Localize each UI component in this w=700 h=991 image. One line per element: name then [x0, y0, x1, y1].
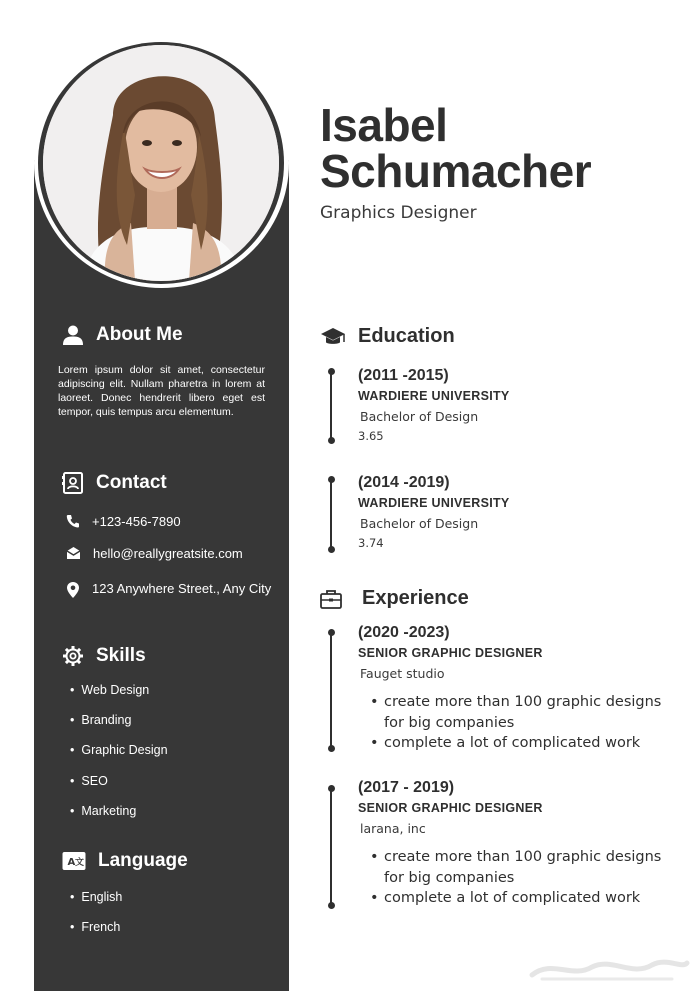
profile-photo	[43, 45, 279, 281]
entry-title: SENIOR GRAPHIC DESIGNER	[358, 646, 543, 660]
about-heading-label: About Me	[96, 324, 183, 345]
timeline-dot	[328, 745, 335, 752]
user-icon	[62, 324, 84, 346]
timeline-dot	[328, 437, 335, 444]
entry-title: SENIOR GRAPHIC DESIGNER	[358, 801, 543, 815]
experience-heading-label: Experience	[362, 587, 469, 609]
contact-email	[66, 545, 276, 562]
experience-heading	[320, 587, 469, 610]
timeline-dot	[328, 368, 335, 375]
timeline-dot	[328, 902, 335, 909]
entry-grade: 3.65	[358, 429, 384, 443]
list-item: • Branding	[70, 713, 168, 743]
skills-list	[70, 683, 168, 834]
contact-section	[62, 472, 167, 494]
entry-school: WARDIERE UNIVERSITY	[358, 389, 510, 403]
envelope-icon	[66, 546, 81, 560]
language-heading	[62, 850, 188, 872]
email-address: hello@reallygreatsite.com	[93, 546, 243, 561]
about-section	[62, 324, 183, 346]
first-name: Isabel	[320, 99, 448, 151]
list-item: • English	[70, 890, 122, 920]
education-heading	[320, 325, 455, 348]
contact-address	[66, 580, 276, 599]
entry-grade: 3.74	[358, 536, 384, 550]
list-item: • SEO	[70, 774, 168, 804]
svg-text:文: 文	[75, 858, 85, 868]
portrait-illustration	[43, 45, 279, 281]
entry-period: (2017 - 2019)	[358, 779, 455, 796]
street-address: 123 Anywhere Street., Any City	[92, 581, 272, 596]
entry-company: Fauget studio	[360, 666, 445, 681]
watermark-logo	[522, 949, 692, 983]
list-item: • create more than 100 graphic designs for big companies	[384, 692, 674, 733]
phone-number: +123-456-7890	[92, 514, 181, 529]
translate-icon	[62, 851, 86, 871]
list-item: • French	[70, 920, 122, 950]
list-item: • Web Design	[70, 683, 168, 713]
entry-period: (2011 -2015)	[358, 367, 449, 384]
timeline-dot	[328, 629, 335, 636]
language-heading-label: Language	[98, 850, 188, 871]
list-item: • complete a lot of complicated work	[384, 733, 674, 754]
about-heading	[62, 324, 183, 346]
education-entry	[358, 474, 678, 550]
timeline-line	[330, 480, 332, 550]
entry-period: (2014 -2019)	[358, 474, 450, 491]
entry-degree: Bachelor of Design	[360, 409, 479, 424]
contact-card-icon	[62, 472, 84, 494]
list-item: • create more than 100 graphic designs for big companies	[384, 847, 674, 888]
entry-period: (2020 -2023)	[358, 624, 450, 641]
experience-entry	[358, 779, 678, 909]
skills-section	[62, 645, 146, 667]
skills-heading-label: Skills	[96, 645, 146, 666]
contact-phone	[66, 513, 276, 530]
education-entry	[358, 367, 678, 443]
gear-icon	[62, 645, 84, 667]
education-heading-label: Education	[358, 325, 455, 347]
briefcase-icon	[320, 589, 342, 609]
list-item: • Marketing	[70, 804, 168, 834]
graduation-cap-icon	[320, 326, 346, 348]
about-text: Lorem ipsum dolor sit amet, consectetur adipiscing elit. Nullam pharetra in lorem at laoreet. Donec hendrerit libero eget est tempor, quis tempus arcu elementum.	[58, 364, 265, 418]
timeline-dot	[328, 476, 335, 483]
language-list	[70, 890, 122, 950]
timeline-line	[330, 789, 332, 905]
svg-text:A: A	[67, 857, 76, 868]
skills-heading	[62, 645, 146, 667]
list-item: • complete a lot of complicated work	[384, 888, 674, 909]
full-name	[320, 99, 592, 197]
list-item: • Graphic Design	[70, 743, 168, 773]
contact-heading-label: Contact	[96, 472, 167, 493]
timeline-dot	[328, 546, 335, 553]
timeline-line	[330, 372, 332, 442]
location-pin-icon	[66, 581, 80, 599]
timeline-dot	[328, 785, 335, 792]
phone-icon	[66, 514, 80, 528]
entry-company: larana, inc	[360, 821, 426, 836]
job-title: Graphics Designer	[320, 203, 477, 223]
timeline-line	[330, 633, 332, 749]
duties-list	[358, 847, 678, 909]
language-section	[62, 850, 188, 872]
last-name: Schumacher	[320, 145, 592, 197]
duties-list	[358, 692, 678, 754]
contact-heading	[62, 472, 167, 494]
experience-entry	[358, 624, 678, 754]
entry-school: WARDIERE UNIVERSITY	[358, 496, 510, 510]
entry-degree: Bachelor of Design	[360, 516, 479, 531]
